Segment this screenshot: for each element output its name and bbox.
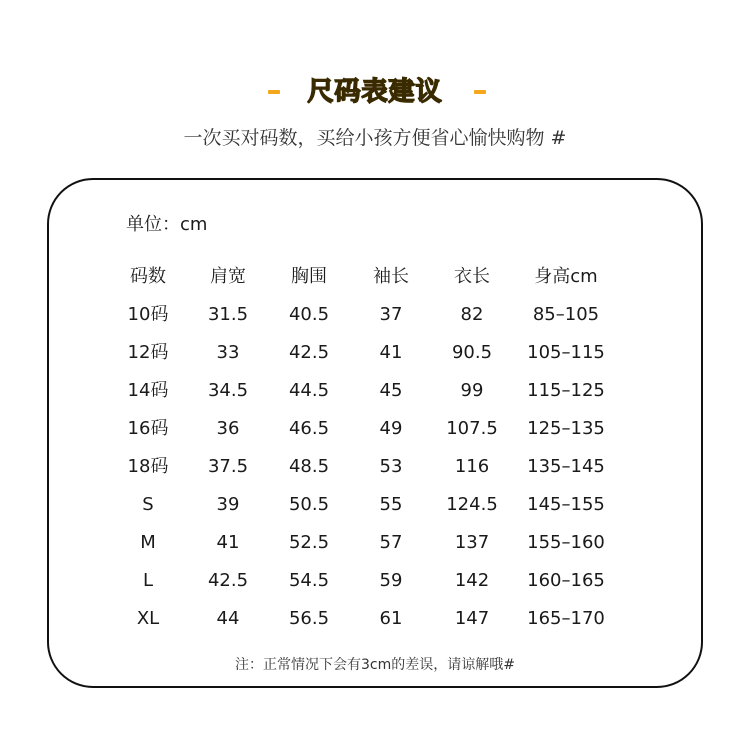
table-row — [108, 562, 620, 600]
cell-chest: 46.5 — [288, 418, 330, 439]
table-row — [108, 524, 620, 562]
cell-length: 142 — [454, 570, 490, 591]
page-title: 尺码表建议 — [307, 77, 443, 107]
header-shoulder: 肩宽 — [210, 266, 246, 287]
cell-chest: 44.5 — [288, 380, 330, 401]
cell-height: 135–145 — [527, 456, 605, 477]
size-table — [108, 258, 620, 638]
cell-size: M — [140, 532, 156, 553]
cell-chest: 56.5 — [288, 608, 330, 629]
cell-sleeve: 53 — [379, 456, 403, 477]
cell-length: 99 — [460, 380, 484, 401]
cell-shoulder: 36 — [216, 418, 240, 439]
table-row — [108, 296, 620, 334]
cell-size: 18码 — [127, 456, 169, 477]
cell-shoulder: 44 — [216, 608, 240, 629]
table-header-row — [108, 258, 620, 296]
table-row — [108, 410, 620, 448]
cell-size: 16码 — [127, 418, 169, 439]
cell-length: 107.5 — [446, 418, 498, 439]
cell-shoulder: 41 — [216, 532, 240, 553]
cell-height: 85–105 — [532, 304, 600, 325]
cell-height: 145–155 — [527, 494, 605, 515]
cell-height: 160–165 — [527, 570, 605, 591]
cell-length: 82 — [460, 304, 484, 325]
cell-size: 14码 — [127, 380, 169, 401]
cell-shoulder: 42.5 — [207, 570, 249, 591]
unit-label: 单位：cm — [126, 214, 208, 235]
cell-sleeve: 61 — [379, 608, 403, 629]
cell-height: 115–125 — [527, 380, 605, 401]
cell-size: L — [142, 570, 154, 591]
cell-sleeve: 37 — [379, 304, 403, 325]
cell-size: XL — [136, 608, 160, 629]
cell-shoulder: 39 — [216, 494, 240, 515]
cell-sleeve: 57 — [379, 532, 403, 553]
cell-height: 155–160 — [527, 532, 605, 553]
table-row — [108, 334, 620, 372]
cell-shoulder: 33 — [216, 342, 240, 363]
table-row — [108, 486, 620, 524]
footnote: 注：正常情况下会有3cm的差误，请谅解哦# — [235, 657, 515, 673]
cell-chest: 40.5 — [288, 304, 330, 325]
cell-length: 124.5 — [446, 494, 498, 515]
table-row — [108, 372, 620, 410]
cell-sleeve: 41 — [379, 342, 403, 363]
cell-height: 125–135 — [527, 418, 605, 439]
header-chest: 胸围 — [291, 266, 327, 287]
cell-sleeve: 59 — [379, 570, 403, 591]
page-subtitle: 一次买对码数，买给小孩方便省心愉快购物 # — [183, 127, 567, 149]
cell-sleeve: 55 — [379, 494, 403, 515]
cell-shoulder: 31.5 — [207, 304, 249, 325]
header-height: 身高cm — [534, 266, 598, 287]
cell-chest: 50.5 — [288, 494, 330, 515]
header-length: 衣长 — [454, 266, 490, 287]
cell-length: 137 — [454, 532, 490, 553]
cell-length: 147 — [454, 608, 490, 629]
cell-length: 90.5 — [451, 342, 493, 363]
cell-size: S — [142, 494, 154, 515]
table-row — [108, 600, 620, 638]
cell-height: 105–115 — [527, 342, 605, 363]
title-row — [0, 70, 750, 114]
title-dash-right — [474, 90, 486, 94]
cell-sleeve: 49 — [379, 418, 403, 439]
cell-chest: 52.5 — [288, 532, 330, 553]
table-row — [108, 448, 620, 486]
cell-shoulder: 34.5 — [207, 380, 249, 401]
cell-chest: 54.5 — [288, 570, 330, 591]
cell-shoulder: 37.5 — [207, 456, 249, 477]
cell-size: 10码 — [127, 304, 169, 325]
header-sleeve: 袖长 — [373, 266, 409, 287]
header-size: 码数 — [130, 266, 166, 287]
cell-chest: 42.5 — [288, 342, 330, 363]
cell-height: 165–170 — [527, 608, 605, 629]
cell-size: 12码 — [127, 342, 169, 363]
cell-length: 116 — [454, 456, 490, 477]
cell-sleeve: 45 — [379, 380, 403, 401]
cell-chest: 48.5 — [288, 456, 330, 477]
